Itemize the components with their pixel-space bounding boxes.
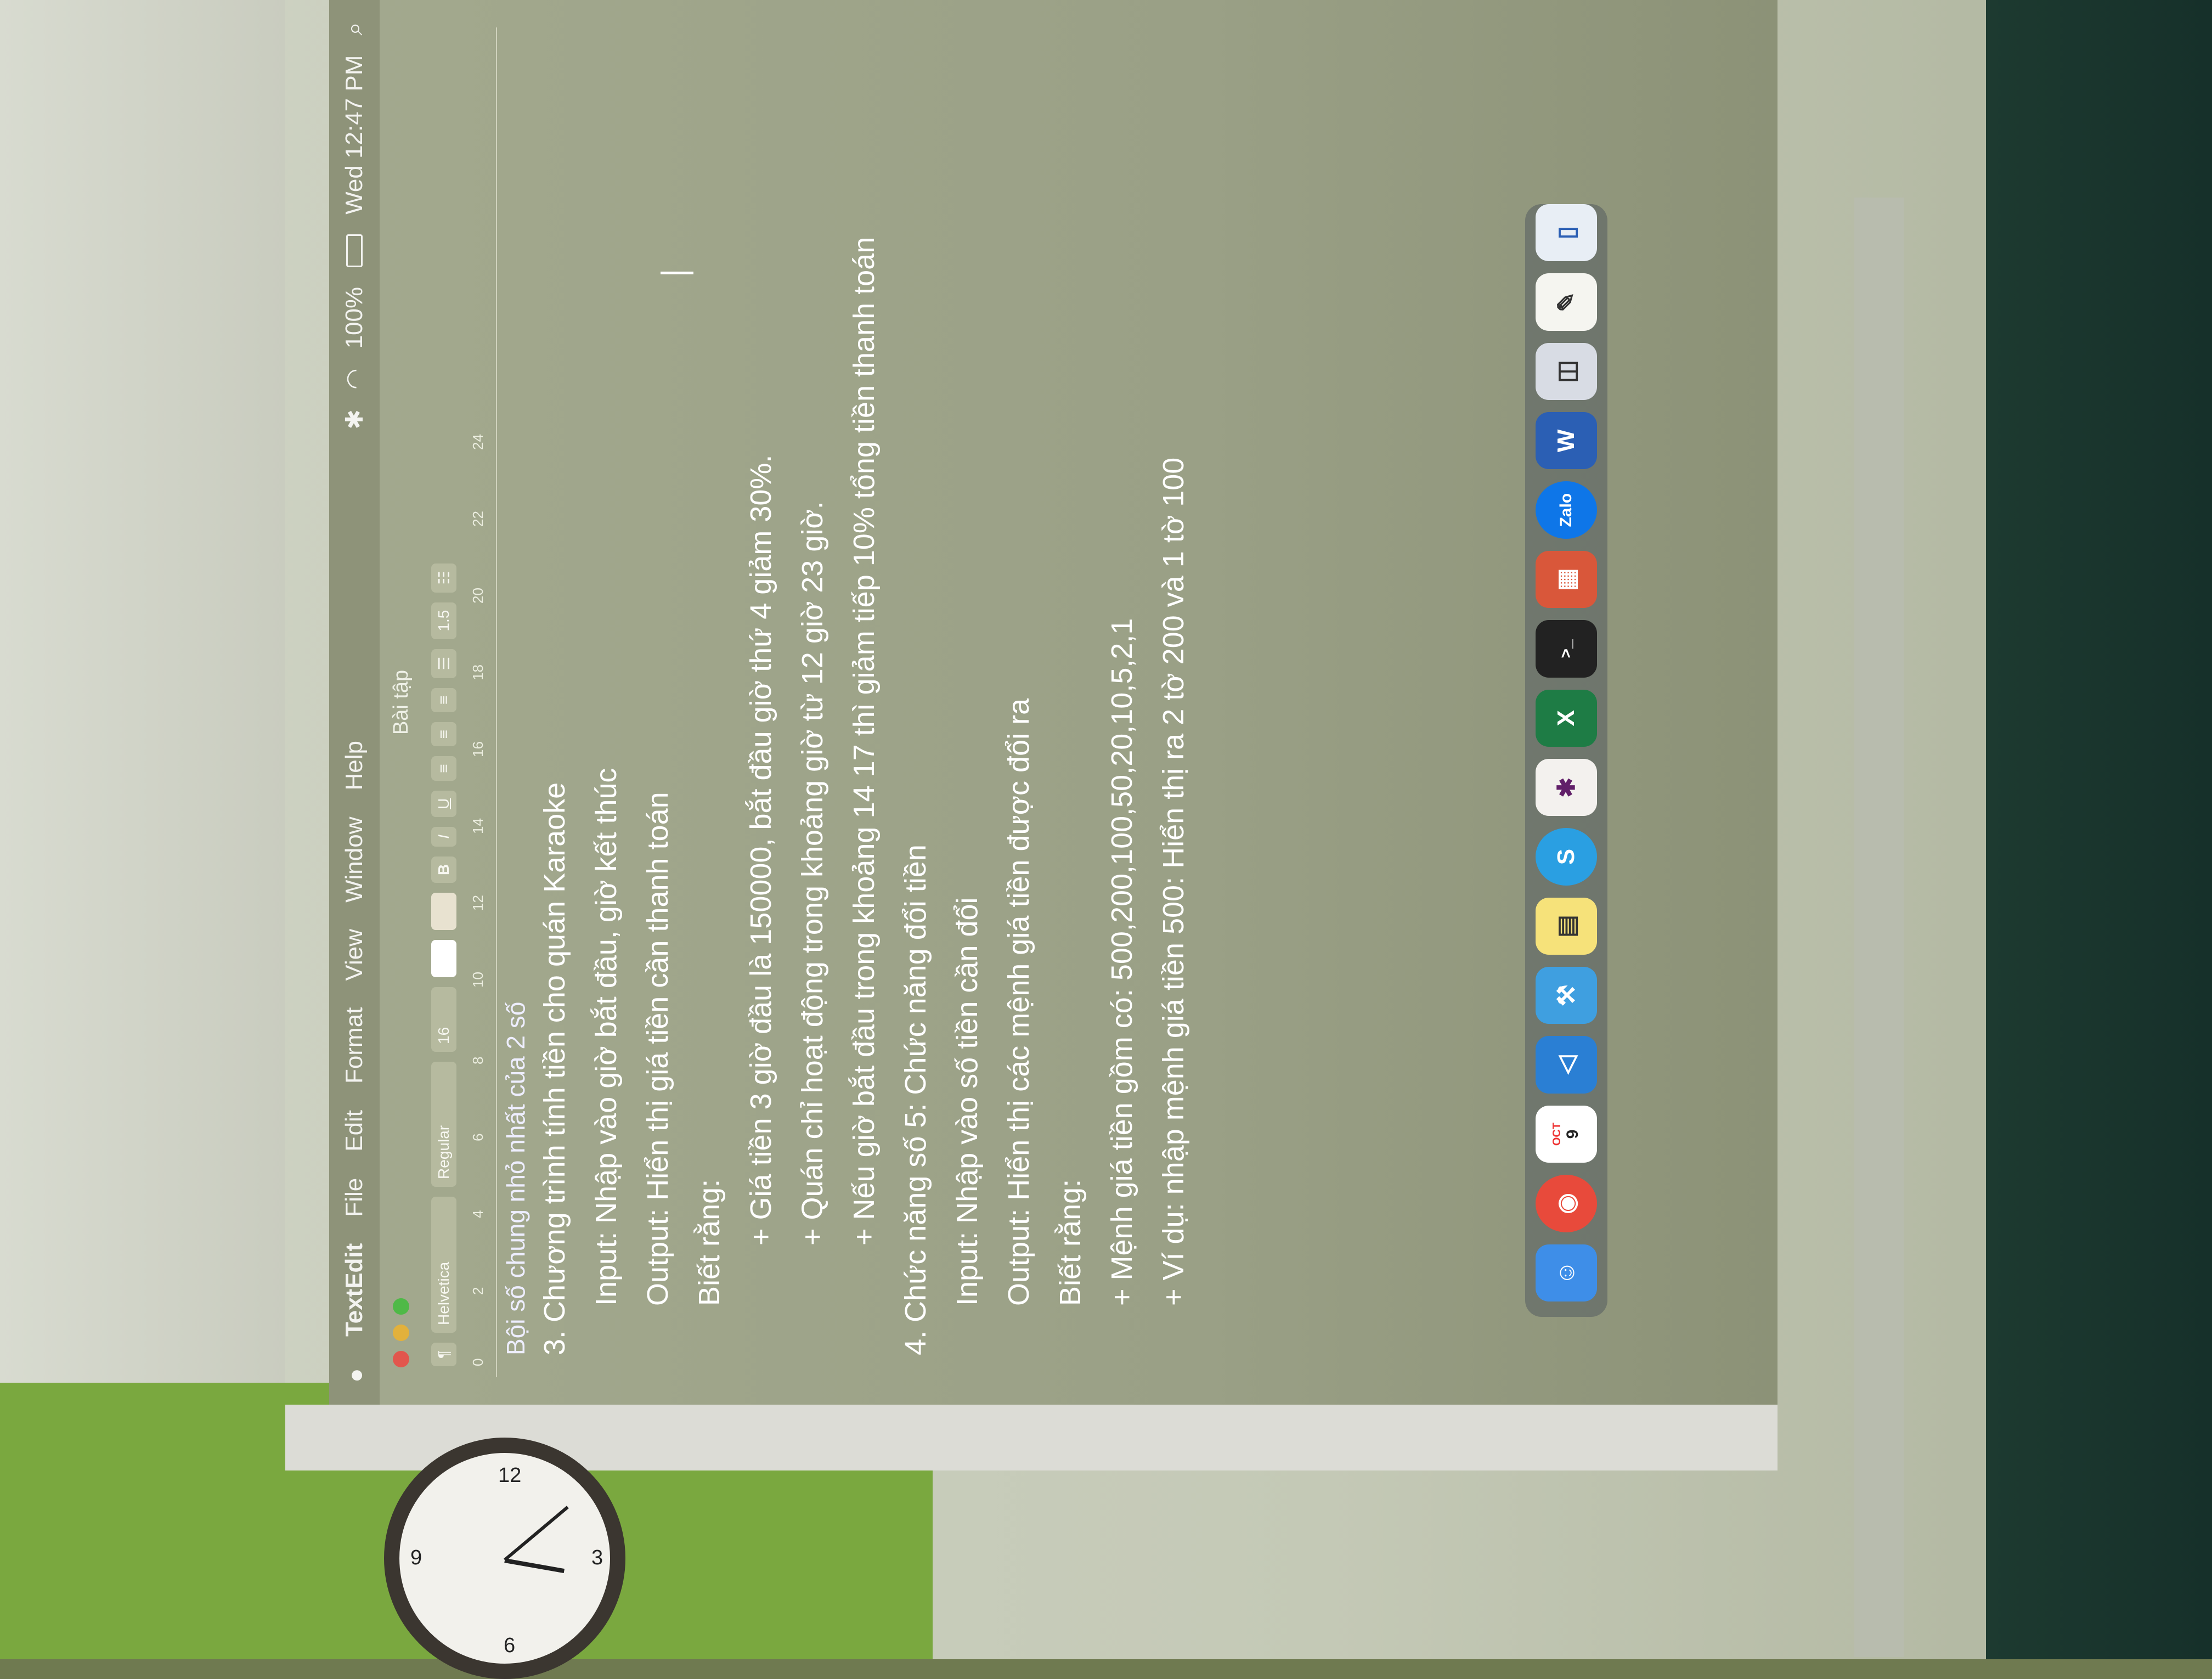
- menu-view[interactable]: View: [341, 929, 368, 981]
- wifi-icon[interactable]: ◠: [341, 368, 368, 390]
- doc-heading-3: 3. Chương trình tính tiền cho quán Karaoke: [538, 782, 571, 1355]
- calc-icon[interactable]: ▦: [1536, 551, 1597, 608]
- xcode-icon[interactable]: ⚒: [1536, 967, 1597, 1024]
- ruler-tick: 24: [470, 434, 486, 450]
- document-body[interactable]: [497, 27, 1199, 1377]
- doc-bullet: + Quán chỉ hoạt động trong khoảng giờ từ 12 giờ 23 giờ.: [796, 501, 829, 1246]
- menu-bar: [329, 0, 380, 1405]
- ruler-tick: 0: [470, 1358, 486, 1366]
- wall-clock: [384, 1438, 625, 1679]
- zalo-icon[interactable]: Zalo: [1536, 482, 1597, 539]
- menu-help[interactable]: Help: [341, 741, 368, 791]
- text-color-well[interactable]: [431, 940, 456, 977]
- doc-heading-4: 4. Chức năng số 5: Chức năng đổi tiền: [899, 844, 932, 1355]
- ruler-tick: 10: [470, 972, 486, 988]
- battery-percent[interactable]: 100%: [341, 286, 368, 349]
- ruler-tick: 4: [470, 1210, 486, 1218]
- align-left-icon[interactable]: ≡: [431, 756, 456, 780]
- line-spacing-popup[interactable]: 1.5: [431, 602, 456, 639]
- terminal-icon[interactable]: >_: [1536, 620, 1597, 677]
- ruler-tick: 16: [470, 741, 486, 757]
- menu-app-name[interactable]: TextEdit: [341, 1243, 368, 1337]
- minimize-window-button[interactable]: [393, 1325, 409, 1341]
- textedit-window: [380, 27, 1477, 1377]
- doc-line: Output: Hiển thị giá tiền cần thanh toán: [641, 792, 674, 1306]
- document-icon[interactable]: ▯: [1536, 204, 1597, 261]
- align-right-icon[interactable]: ≡: [431, 688, 456, 712]
- paragraph-style-popup[interactable]: ¶: [431, 1343, 456, 1366]
- screen-housing: [1854, 198, 1904, 1657]
- battery-icon[interactable]: [346, 234, 363, 267]
- projected-screen: [329, 0, 1778, 1405]
- bold-button[interactable]: B: [431, 857, 456, 883]
- window-titlebar: [380, 27, 422, 1377]
- menu-edit[interactable]: Edit: [341, 1109, 368, 1152]
- ruler-tick: 14: [470, 818, 486, 834]
- calendar-day: 9: [1563, 1129, 1582, 1139]
- skype-icon[interactable]: S: [1536, 828, 1597, 885]
- menu-format[interactable]: Format: [341, 1007, 368, 1084]
- close-window-button[interactable]: [393, 1351, 409, 1367]
- doc-line: Input: Nhập vào giờ bắt đầu, giờ kết thúc: [590, 768, 623, 1306]
- text-cursor-icon: [661, 262, 693, 274]
- notes-icon[interactable]: ▤: [1536, 898, 1597, 955]
- doc-bullet: + Mệnh giá tiền gồm có: 500,200,100,50,20,10,5,2,1: [1105, 618, 1138, 1306]
- doc-line: Input: Nhập vào số tiền cần đổi: [951, 897, 984, 1306]
- calendar-month: OCT: [1550, 1122, 1563, 1146]
- format-toolbar: [422, 27, 465, 1377]
- calendar-icon[interactable]: [1536, 1106, 1597, 1163]
- menu-file[interactable]: File: [341, 1177, 368, 1217]
- underline-button[interactable]: U: [431, 791, 456, 817]
- ruler-tick: 18: [470, 664, 486, 680]
- zoom-window-button[interactable]: [393, 1298, 409, 1315]
- dock: [1525, 204, 1607, 1317]
- excel-icon[interactable]: X: [1536, 690, 1597, 747]
- slack-icon[interactable]: ✱: [1536, 759, 1597, 816]
- clock-hour-hand: [504, 1558, 565, 1573]
- font-family-popup[interactable]: Helvetica: [431, 1197, 456, 1333]
- document-title: Bài tập: [389, 669, 413, 735]
- ruler-tick: 8: [470, 1056, 486, 1064]
- word-icon[interactable]: W: [1536, 412, 1597, 469]
- apple-icon[interactable]: ●: [342, 1368, 369, 1383]
- menubar-clock[interactable]: Wed 12:47 PM: [341, 55, 368, 215]
- align-justify-icon[interactable]: ☰: [431, 649, 456, 678]
- font-style-popup[interactable]: Regular: [431, 1062, 456, 1187]
- cutoff-line: Bội số chung nhỏ nhất của 2 số: [501, 1001, 530, 1355]
- finder-icon[interactable]: ☺: [1536, 1244, 1597, 1301]
- vscode-icon[interactable]: ◁: [1536, 1036, 1597, 1094]
- doc-bullet: + Giá tiền 3 giờ đầu là 150000, bắt đầu giờ thứ 4 giảm 30%.: [744, 454, 777, 1246]
- clock-number-12: 12: [498, 1464, 522, 1487]
- mac-desktop: [329, 0, 1778, 1405]
- list-style-icon[interactable]: ☷: [431, 564, 456, 593]
- doc-line: Output: Hiển thị các mệnh giá tiền được đổi ra: [1002, 698, 1035, 1306]
- ceiling: [0, 0, 285, 1454]
- doc-line: Biết rằng:: [693, 1179, 726, 1306]
- font-size-field[interactable]: 16: [431, 987, 456, 1052]
- chalkboard: [1986, 0, 2212, 1659]
- doc-bullet: + Ví dụ: nhập mệnh giá tiền 500: Hiển thị ra 2 tờ 200 và 1 tờ 100: [1157, 457, 1190, 1306]
- background-color-well[interactable]: [431, 893, 456, 930]
- preview-icon[interactable]: ◫: [1536, 343, 1597, 400]
- italic-button[interactable]: I: [431, 827, 456, 847]
- chrome-icon[interactable]: ◉: [1536, 1175, 1597, 1232]
- spotlight-search-icon[interactable]: ⌕: [341, 22, 368, 36]
- ruler[interactable]: [465, 27, 497, 1377]
- clock-number-6: 6: [504, 1634, 516, 1657]
- clock-number-9: 9: [410, 1546, 422, 1569]
- doc-bullet: + Nếu giờ bắt đầu trong khoảng 14 17 thì giảm tiếp 10% tổng tiền thanh toán: [848, 236, 881, 1246]
- menu-window[interactable]: Window: [341, 816, 368, 903]
- doc-line: Biết rằng:: [1054, 1179, 1087, 1306]
- textedit-icon[interactable]: ✎: [1536, 273, 1597, 330]
- align-center-icon[interactable]: ≡: [431, 722, 456, 746]
- ruler-tick: 22: [470, 511, 486, 527]
- ruler-tick: 20: [470, 588, 486, 604]
- ruler-tick: 2: [470, 1287, 486, 1295]
- clock-number-3: 3: [591, 1546, 603, 1569]
- bluetooth-icon[interactable]: ✱: [341, 409, 368, 430]
- clock-minute-hand: [504, 1506, 569, 1561]
- ruler-tick: 6: [470, 1133, 486, 1141]
- ruler-tick: 12: [470, 895, 486, 911]
